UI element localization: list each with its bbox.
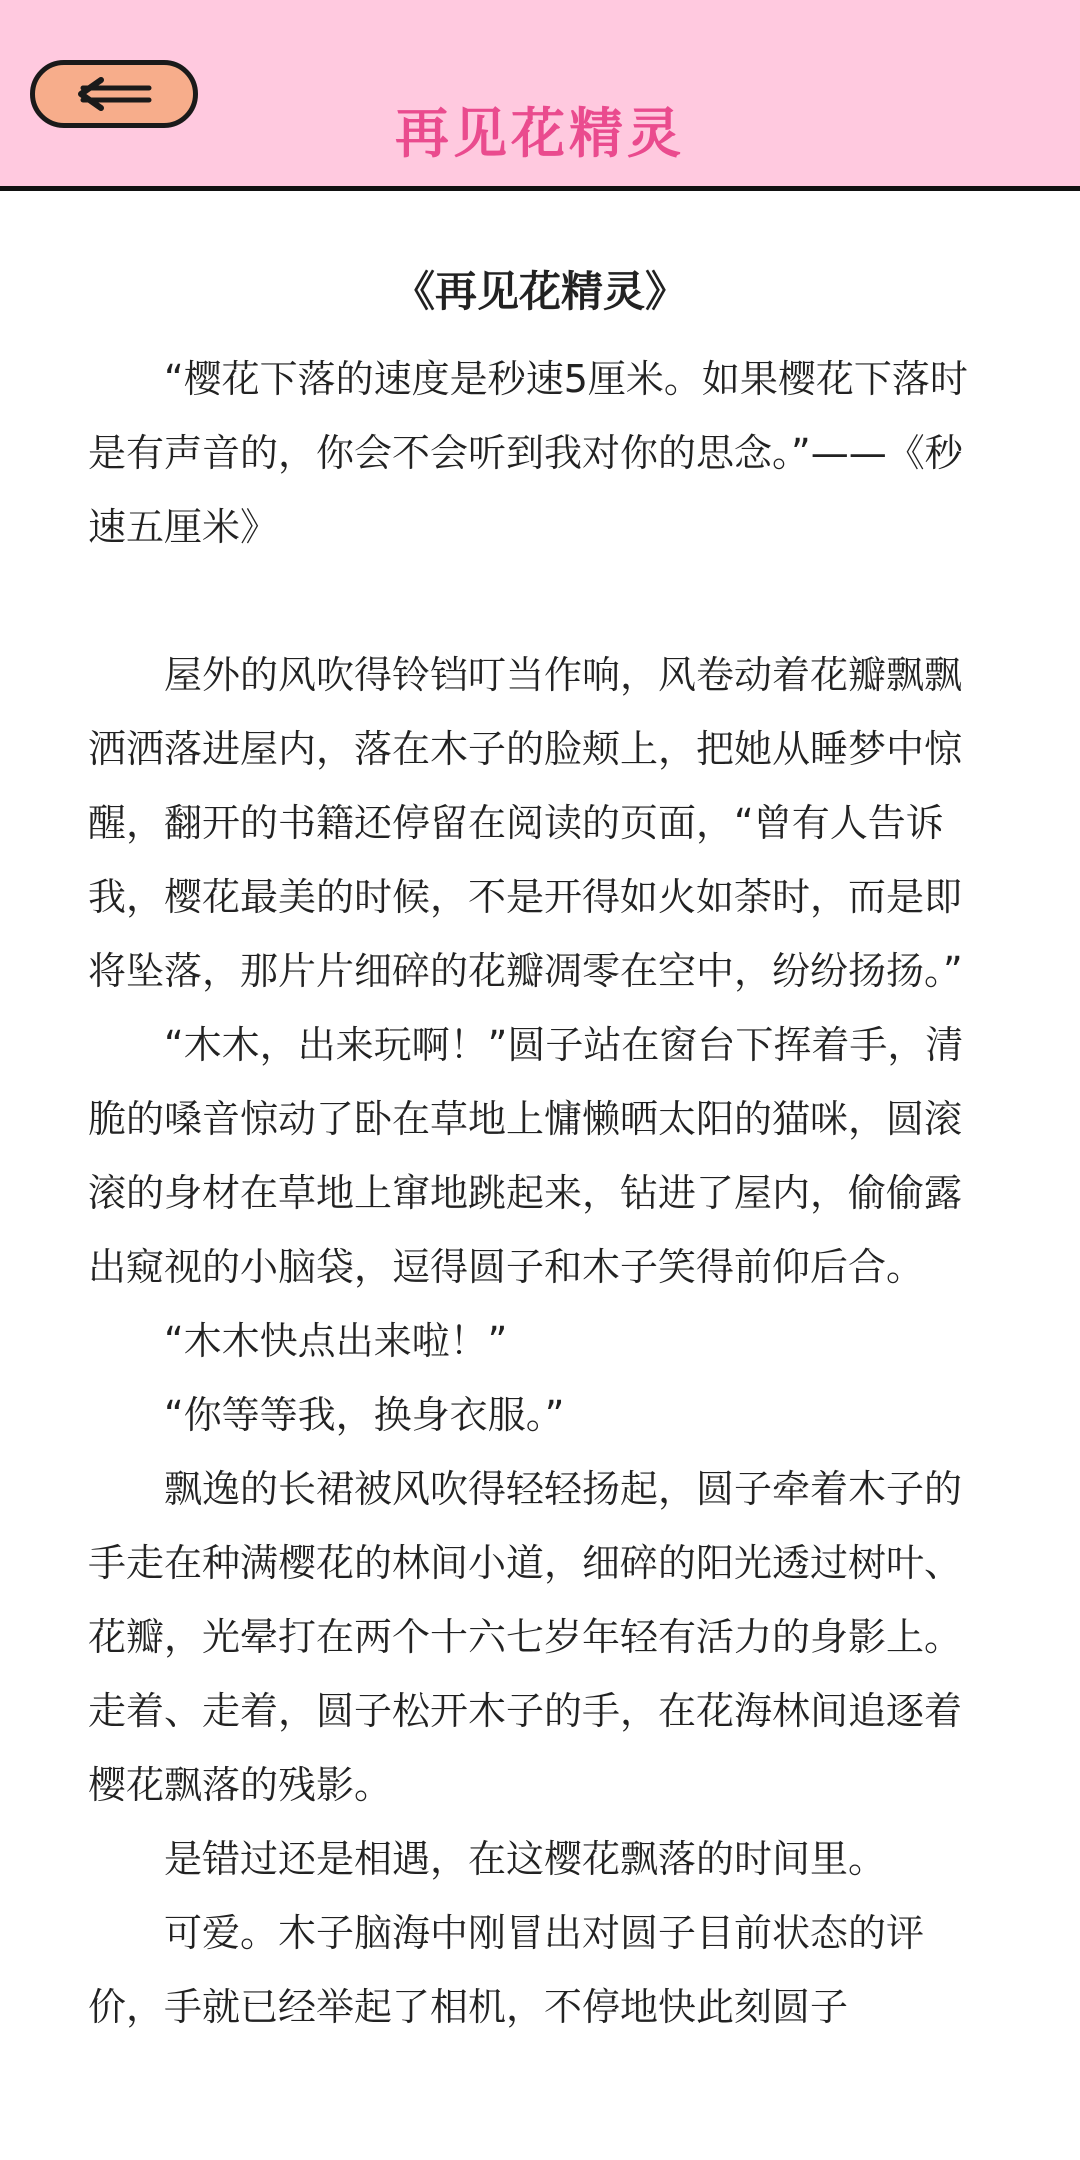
story-paragraph: “木木快点出来啦！” [164,1319,508,1363]
story-paragraph: “木木，出来玩啊！”圆子站在窗台下挥着手，清脆的嗓音惊动了卧在草地上慵懒晒太阳的猫咪，圆滚滚的身材在草地上窜地跳起来，钻进了屋内，偷偷露出窥视的小脑袋，逗得圆子和木子笑得前仰后合。 [88,1023,964,1289]
page-title: 再见花精灵 [395,102,685,165]
story-paragraph: 飘逸的长裙被风吹得轻轻扬起，圆子牵着木子的手走在种满樱花的林间小道，细碎的阳光透过树叶、花瓣，光晕打在两个十六七岁年轻有活力的身影上。走着、走着，圆子松开木子的手，在花海林间追逐着樱花飘落的残影。 [88,1467,963,1807]
story-paragraph: 屋外的风吹得铃铛叮当作响，风卷动着花瓣飘飘洒洒落进屋内，落在木子的脸颊上，把她从睡梦中惊醒，翻开的书籍还停留在阅读的页面，“曾有人告诉我，樱花最美的时候，不是开得如火如荼时，而是即将坠落，那片片细碎的花瓣凋零在空中，纷纷扬扬。” [88,653,963,993]
story-paragraph: 可爱。木子脑海中刚冒出对圆子目前状态的评价，手就已经举起了相机，不停地快此刻圆子 [88,1911,925,2029]
story-paragraph: “你等等我，换身衣服。” [164,1393,565,1437]
story-paragraph: 是错过还是相遇，在这樱花飘落的时间里。 [164,1837,887,1881]
story-paragraph-quote: “樱花下落的速度是秒速5厘米。如果樱花下落时是有声音的，你会不会听到我对你的思念。”——《秒速五厘米》 [88,357,968,549]
paragraph-spacer [88,564,992,638]
story-content [88,256,992,2044]
app-header [0,0,1080,191]
story-title: 《再见花精灵》 [392,267,687,316]
